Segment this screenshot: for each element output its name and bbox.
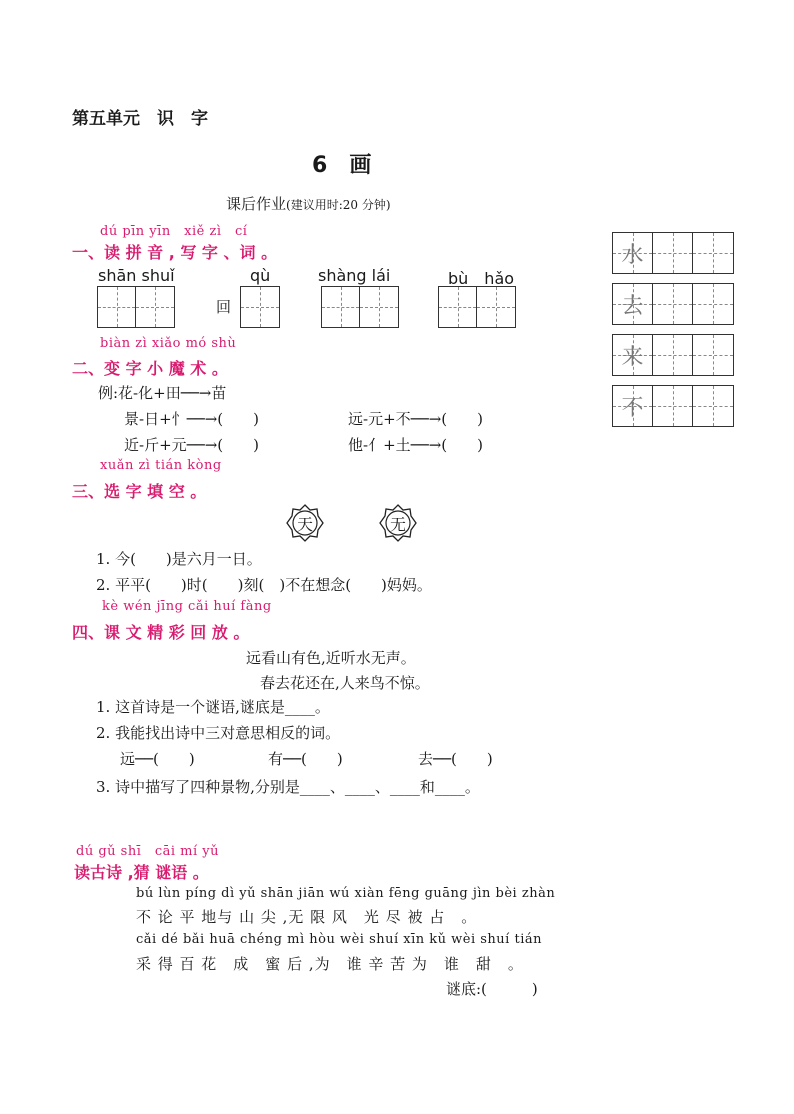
copy-char-2: 去: [621, 293, 644, 319]
choice-2: 无: [389, 514, 406, 534]
s3-title: 三、选 字 填 空 。: [72, 482, 207, 501]
s4-pair-3: 去──( ): [418, 750, 493, 768]
choice-badge-1: [290, 508, 320, 538]
copy-row-1[interactable]: [612, 232, 734, 274]
lesson-number: 6: [312, 153, 328, 178]
copy-char-3: 来: [621, 344, 644, 370]
poem2-line1-pinyin: bú lùn píng dì yǔ shān jiān wú xiàn fēng guāng jìn bèi zhàn: [136, 886, 556, 901]
homework-text: 课后作业: [226, 195, 287, 213]
riddle-answer: 谜底:( ): [446, 980, 538, 998]
s4-pinyin: kè wén jīng cǎi huí fàng: [102, 599, 272, 614]
s1-answer-box-1[interactable]: [97, 286, 175, 328]
s1-word2-prefix: 回: [216, 298, 232, 316]
s2-item-1: 景-日+忄──→( ): [124, 410, 259, 428]
lesson-title: [312, 148, 371, 179]
s1-answer-box-4[interactable]: [438, 286, 516, 328]
s2-pinyin: biàn zì xiǎo mó shù: [100, 336, 237, 351]
s1-word3-pinyin: shàng lái: [318, 266, 391, 285]
s1-answer-box-3[interactable]: [321, 286, 399, 328]
s1-pinyin: dú pīn yīn xiě zì cí: [100, 224, 248, 239]
s3-item-1: 1. 今( )是六月一日。: [96, 550, 262, 568]
unit-title: 第五单元 识 字: [72, 109, 208, 129]
choice-badge-2: [383, 508, 413, 538]
homework-label: [226, 193, 391, 214]
s2-item-4: 他-亻+土──→( ): [348, 436, 483, 454]
s1-word2-pinyin: qù: [250, 266, 271, 285]
s5-pinyin: dú gǔ shī cāi mí yǔ: [76, 844, 220, 859]
homework-time: (建议用时:20 分钟): [286, 198, 391, 212]
s2-example: 例:花-化+田──→苗: [98, 384, 227, 402]
copy-row-4[interactable]: [612, 385, 734, 427]
poem2-line2-pinyin: cǎi dé bǎi huā chéng mì hòu wèi shuí xīn kǔ wèi shuí tián: [136, 932, 542, 947]
copy-char-1: 水: [621, 242, 644, 268]
copy-row-3[interactable]: [612, 334, 734, 376]
s4-q1: 1. 这首诗是一个谜语,谜底是____。: [96, 698, 330, 716]
s1-title: 一、读 拼 音 , 写 字 、词 。: [72, 243, 278, 262]
s3-pinyin: xuǎn zì tián kòng: [100, 458, 222, 473]
s4-pair-1: 远──( ): [120, 750, 195, 768]
s4-q3: 3. 诗中描写了四种景物,分别是____、____、____和____。: [96, 778, 480, 796]
copy-row-2[interactable]: [612, 283, 734, 325]
s2-item-2: 远-元+不──→( ): [348, 410, 483, 428]
s5-title: 读古诗 ,猜 谜语 。: [74, 863, 209, 882]
s1-answer-box-2[interactable]: [240, 286, 280, 328]
s4-q2: 2. 我能找出诗中三对意思相反的词。: [96, 724, 341, 742]
poem-line-2: 春去花还在,人来鸟不惊。: [260, 674, 430, 692]
poem-line-1: 远看山有色,近听水无声。: [246, 649, 416, 667]
s2-title: 二、变 字 小 魔 术 。: [72, 359, 228, 378]
s4-title: 四、课 文 精 彩 回 放 。: [72, 623, 250, 642]
lesson-name: 画: [349, 153, 372, 178]
poem2-line2: 采 得 百 花 成 蜜 后 ,为 谁 辛 苦 为 谁 甜 。: [136, 955, 524, 973]
copy-char-4: 不: [621, 395, 644, 421]
choice-1: 天: [296, 514, 313, 534]
poem2-line1: 不 论 平 地与 山 尖 ,无 限 风 光 尽 被 占 。: [136, 908, 478, 926]
s2-item-3: 近-斤+元──→( ): [124, 436, 259, 454]
s3-item-2: 2. 平平( )时( )刻( )不在想念( )妈妈。: [96, 576, 432, 594]
s4-pair-2: 有──( ): [268, 750, 343, 768]
s1-word1-pinyin: shān shuǐ: [98, 266, 175, 285]
s1-word4-pinyin: bù hǎo: [448, 269, 515, 288]
